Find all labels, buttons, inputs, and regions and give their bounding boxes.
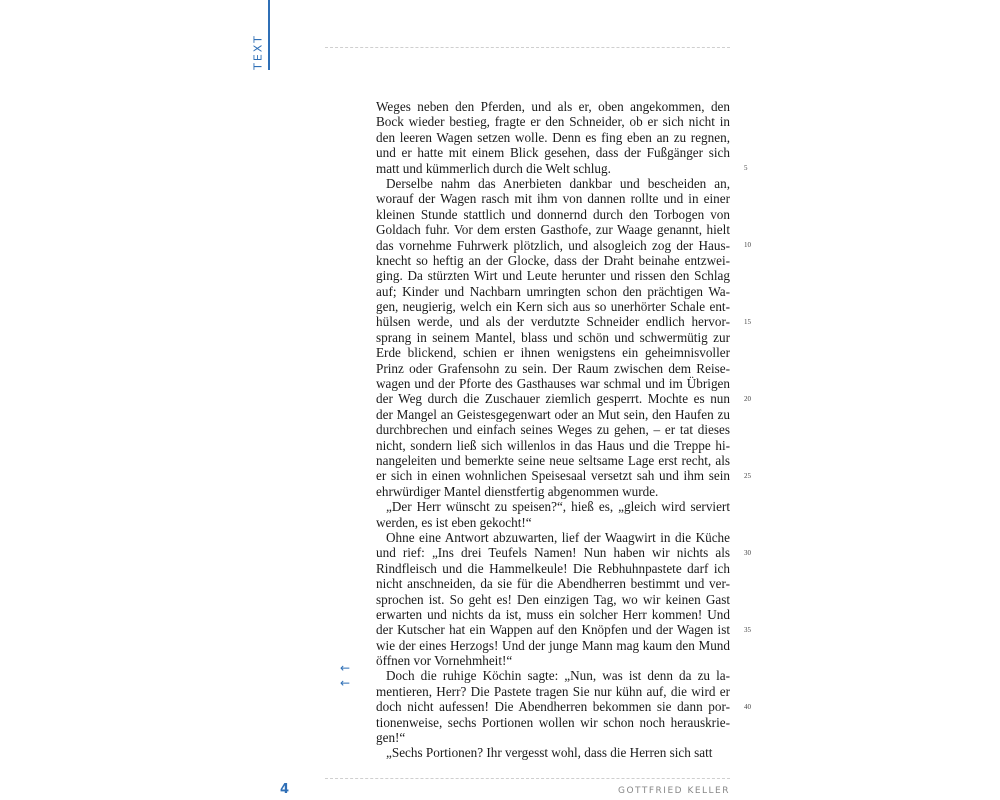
text-line: Ohne eine Antwort abzuwarten, lief der Waagwirt in die Küche [386,529,730,545]
text-line: matt und kümmerlich durch die Welt schlug. [376,160,611,176]
text-line: ehrwürdiger Mantel dienstfertig abgenommen wurde. [376,483,659,499]
text-line: ging. Da stürzten Wirt und Leute herunter und rissen den Schlag [376,268,730,284]
line-number: 20 [744,394,751,403]
text-line: Derselbe nahm das Anerbieten dankbar und bescheiden an, [386,175,730,191]
text-line: wie der eines Herzogs! Und der junge Mann mag kaum den Mund [376,637,730,653]
text-line: und rief: „Ins drei Teufels Namen! Nun haben wir nichts als [376,545,730,561]
text-line: kleinen Stunde stattlich und donnernd durch den Torbogen von [376,206,730,222]
page-number: 4 [280,782,290,797]
text-line: auf; Kinder und Nachbarn umringten schon den prächtigen Wa- [376,283,730,299]
line-number: 35 [744,625,751,634]
text-line: und er hatte mit einem Blick gesehen, dass der Fußgänger sich [376,145,730,161]
text-line: worauf der Wagen rasch mit ihm von dannen rollte und in einer [376,191,730,207]
text-line: nicht, sondern ließ sich willenlos in das Haus und die Treppe hi- [376,437,730,453]
text-line: Rindfleisch und die Hammelkeule! Die Rebhuhnpastete darf ich [376,560,730,576]
text-line: Goldach fuhr. Vor dem ersten Gasthofe, zur Waage genannt, hielt [376,222,730,238]
text-line: wagen und der Pforte des Gasthauses war schmal und im Übrigen [376,376,730,392]
left-arrow-icon[interactable]: ← [340,676,351,691]
text-line: gen, neugierig, welch ein Kern sich aus so unerhörter Schale ent- [376,299,730,315]
text-line: „Sechs Portionen? Ihr vergesst wohl, dass die Herren sich satt [386,745,713,761]
text-line: doch nicht aufessen! Die Abendherren bekommen sie dann por- [376,699,730,715]
line-number: 5 [744,163,748,172]
section-tab[interactable] [246,32,270,72]
running-footer-author: GOTTFRIED KELLER [617,786,730,796]
header-divider [325,47,730,48]
text-line: der Mangel an Geistesgegenwart oder an Mut sein, den Haufen zu [376,406,730,422]
line-number: 25 [744,471,751,480]
text-line: er sich in einen wohnlichen Speisesaal versetzt sah und ihm sein [376,468,730,484]
text-line: Doch die ruhige Köchin sagte: „Nun, was ist denn da zu la- [386,668,730,684]
text-line: Bock wieder bestieg, fragte er den Schneider, ob er sich nicht in [376,114,730,130]
text-line: mentieren, Herr? Die Pastete tragen Sie nur kühn auf, die wird er [376,683,730,699]
text-line: „Der Herr wünscht zu speisen?“, hieß es, „gleich wird serviert [386,499,730,515]
text-line: sprang in seinem Mantel, blass und schön und schwermütig zur [376,329,730,345]
text-line: der Kutscher hat ein Wappen auf den Knöpfen und der Wagen ist [376,622,730,638]
line-number: 30 [744,548,751,557]
text-line: der Weg durch die Zuschauer ziemlich gesperrt. Mochte es nun [376,391,730,407]
line-number: 15 [744,317,751,326]
text-line: hülsen werde, und als der verdutzte Schneider endlich hervor- [376,314,730,330]
text-line: werden, es ist eben gekocht!“ [376,514,532,530]
text-line: tionenweise, sechs Portionen wollen wir schon noch herauskrie- [376,714,730,730]
text-line: den leeren Wagen setzen wolle. Denn es fing eben an zu regnen, [376,129,730,145]
footer-divider [325,778,730,779]
text-line: öffnen vor Vornehmheit!“ [376,653,513,669]
left-arrow-icon[interactable]: ← [340,660,351,675]
text-line: Weges neben den Pferden, und als er, oben angekommen, den [376,99,730,114]
body-text [376,99,730,761]
text-line: knecht so heftig an der Glocke, dass der Draht beinahe entzwei- [376,252,730,268]
line-number: 40 [744,702,751,711]
text-line: sprochen ist. So geht es! Den einzigen Tag, wo wir keinen Gast [376,591,730,607]
text-line: Erde blickend, schien er ihnen wenigstens ein geheimnisvoller [376,345,730,361]
text-line: gen!“ [376,730,406,746]
line-number: 10 [744,240,751,249]
section-tab-label: TEXT [251,34,265,70]
text-line: nangeleiten und bemerkte seine neue seltsame Lage erst recht, als [376,452,730,468]
text-line: nicht anschneiden, da sie für die Abendherren bestimmt und ver- [376,576,730,592]
text-line: erwarten und nichts da ist, muss ein solcher Herr kommen! Und [376,606,730,622]
text-line: durchbrechen und einfach seines Weges zu gehen, – er tat dieses [376,422,730,438]
text-line: Prinz oder Grafensohn zu sein. Der Raum zwischen dem Reise- [376,360,730,376]
text-line: das vornehme Fuhrwerk plötzlich, und alsogleich zog der Haus- [376,237,730,253]
